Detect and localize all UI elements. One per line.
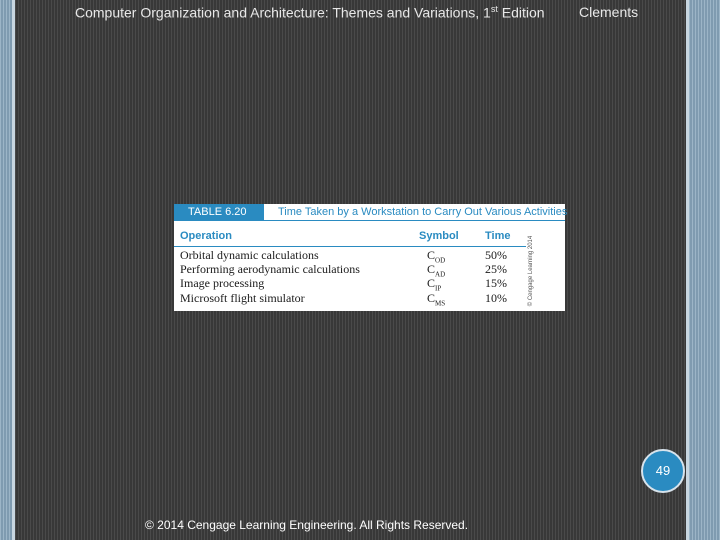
row-operation: Image processing: [180, 276, 265, 290]
slide-header-author: Clements: [579, 4, 639, 20]
row-symbol: $C_{OD}$: [427, 248, 446, 265]
table-row: [174, 262, 526, 277]
table-header: [174, 204, 568, 220]
left-frame-edge: [12, 0, 15, 540]
table-header-rule: [174, 220, 565, 221]
row-operation: Microsoft flight simulator: [180, 291, 305, 305]
credit-text: © Cengage Learning 2014: [528, 235, 534, 307]
row-time: 10%: [485, 291, 507, 305]
column-header-rule: [174, 246, 526, 247]
page-number-badge: 49: [641, 449, 685, 493]
table-figure: [174, 204, 568, 311]
row-time: 25%: [485, 262, 507, 276]
right-frame-edge: [686, 0, 689, 540]
title-tail: Edition: [497, 4, 545, 21]
footer-copyright: © 2014 Cengage Learning Engineering. All Rights Reserved.: [145, 518, 469, 532]
left-frame-border: [0, 0, 12, 540]
row-time: 50%: [485, 248, 507, 262]
row-operation: Performing aerodynamic calculations: [180, 262, 360, 276]
slide-header-title: [75, 4, 545, 21]
title-superscript: st: [490, 4, 498, 14]
row-operation: Orbital dynamic calculations: [180, 248, 319, 262]
table-number: TABLE 6.20: [174, 204, 264, 220]
row-symbol: $C_{IP}$: [427, 276, 442, 293]
table-row: [174, 276, 526, 291]
column-header-time: Time: [485, 230, 511, 242]
row-symbol: $C_{AD}$: [427, 262, 446, 279]
table-credit: [523, 236, 535, 312]
table-row: [174, 248, 526, 263]
table-caption: Time Taken by a Workstation to Carry Out Various Activities: [278, 206, 568, 218]
row-time: 15%: [485, 276, 507, 290]
right-frame-border: [689, 0, 720, 540]
column-header-symbol: Symbol: [419, 230, 459, 242]
column-header-operation: Operation: [180, 230, 232, 242]
row-symbol: $C_{MS}$: [427, 291, 446, 308]
table-row: [174, 291, 526, 306]
title-text: Computer Organization and Architecture: Themes and Variations, 1: [75, 4, 491, 21]
